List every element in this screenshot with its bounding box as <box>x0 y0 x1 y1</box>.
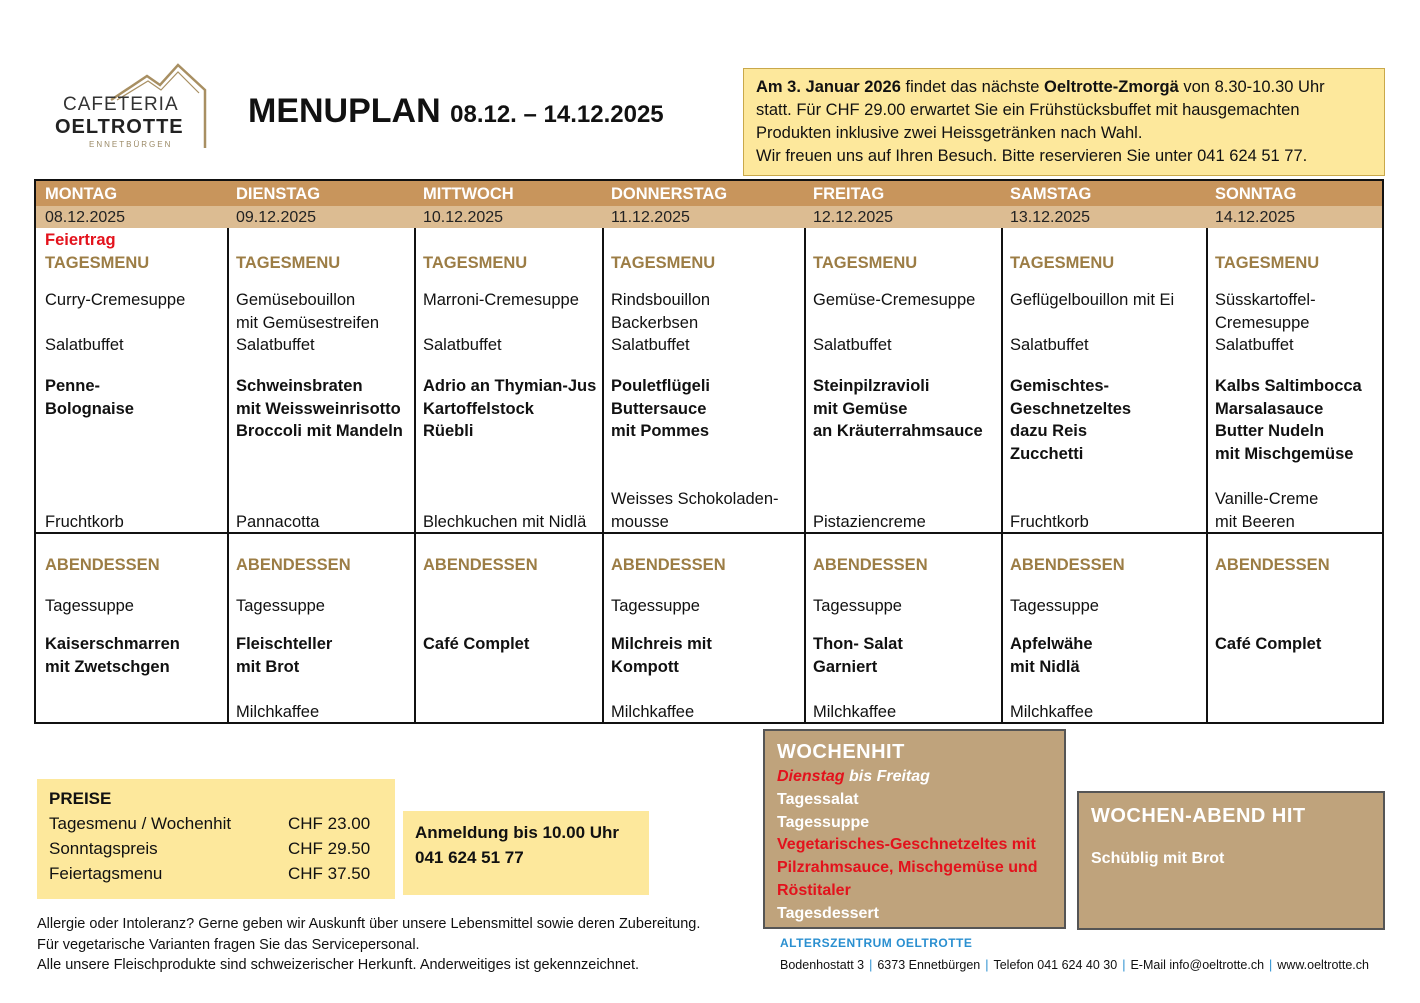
lunch-dessert: Vanille-Creme <box>1215 490 1319 509</box>
lunch-salad: Salatbuffet <box>611 336 690 354</box>
day-name: SONNTAG <box>1206 181 1382 206</box>
lunch-soup: Curry-Cremesuppe <box>45 291 186 309</box>
wochenhit-soup: Tagessuppe <box>777 813 870 831</box>
footer-city: 6373 Ennetbürgen <box>877 958 981 972</box>
lunch-section-label: TAGESMENU <box>45 254 150 272</box>
lunch-salad: Salatbuffet <box>1010 336 1089 354</box>
lunch-section-label: TAGESMENU <box>423 254 528 272</box>
info-event-name: Oeltrotte-Zmorgä <box>1044 78 1179 96</box>
dinner-drink: Milchkaffee <box>813 703 897 721</box>
wochenhit-days <box>777 766 1052 789</box>
price-row <box>49 811 383 836</box>
prices-box <box>37 779 395 899</box>
wochenhit-day-end: bis Freitag <box>844 768 930 785</box>
lunch-main-dish: an Kräuterrahmsauce <box>813 422 983 441</box>
lunch-soup: Rindsbouillon <box>611 291 711 309</box>
day-name: FREITAG <box>804 181 1001 206</box>
day-date: 11.12.2025 <box>602 206 804 228</box>
info-date: Am 3. Januar 2026 <box>756 78 901 96</box>
info-line-2: statt. Für CHF 29.00 erwartet Sie ein Frühstücksbuffet mit hausgemachten <box>756 101 1300 119</box>
price-row <box>49 836 383 861</box>
day-column-dienstag <box>227 181 416 722</box>
info-line-3: Produkten inklusive zwei Heissgetränken nach Wahl. <box>756 124 1143 142</box>
lunch-soup: Cremesuppe <box>1215 313 1310 332</box>
lunch-section-label: TAGESMENU <box>1215 254 1320 272</box>
logo-ennetbuergen-text: ENNETBÜRGEN <box>89 140 173 149</box>
lunch-salad: Salatbuffet <box>813 336 892 354</box>
info-time: von 8.30-10.30 Uhr <box>1178 78 1325 96</box>
day-name: MONTAG <box>36 181 227 206</box>
day-column-montag <box>36 181 229 722</box>
day-date: 14.12.2025 <box>1206 206 1382 228</box>
day-column-mittwoch <box>414 181 604 722</box>
allergy-line-1: Allergie oder Intoleranz? Gerne geben wir Auskunft über unsere Lebensmittel sowie deren Zubereitung. <box>37 916 701 932</box>
footer-separator: | <box>985 958 989 972</box>
dinner-section-label: ABENDESSEN <box>1010 556 1125 574</box>
dinner-section-label: ABENDESSEN <box>45 556 160 574</box>
allergy-line-2: Für vegetarische Varianten fragen Sie das Servicepersonal. <box>37 936 420 953</box>
day-date: 08.12.2025 <box>36 206 227 228</box>
lunch-main-dish: Marsalasauce <box>1215 399 1324 418</box>
dinner-section-label: ABENDESSEN <box>1215 556 1330 574</box>
footer-email[interactable]: E-Mail info@oeltrotte.ch <box>1130 958 1265 972</box>
price-value: CHF 29.50 <box>288 839 371 858</box>
lunch-main-dish: mit Weissweinrisotto <box>236 399 401 418</box>
prices-title: PREISE <box>49 789 112 808</box>
dinner-main-dish: Café Complet <box>423 635 530 653</box>
day-name: MITTWOCH <box>414 181 602 206</box>
day-column-sonntag <box>1206 181 1382 722</box>
dinner-main-dish: Kaiserschmarren <box>45 635 180 653</box>
day-name: DONNERSTAG <box>602 181 804 206</box>
lunch-soup: Gemüse-Cremesuppe <box>813 291 976 309</box>
footer-brand: ALTERSZENTRUM OELTROTTE <box>780 936 973 950</box>
dinner-main-dish: mit Brot <box>236 657 300 676</box>
registration-phone: 041 624 51 77 <box>415 848 524 867</box>
price-label: Feiertagsmenu <box>49 864 163 883</box>
dinner-main-dish: mit Nidlä <box>1010 657 1080 676</box>
dinner-main-dish: Garniert <box>813 657 878 676</box>
day-date: 12.12.2025 <box>804 206 1001 228</box>
day-name: DIENSTAG <box>227 181 414 206</box>
dinner-main-dish: Kompott <box>611 657 679 676</box>
lunch-main-dish: Gemischtes- <box>1010 377 1110 395</box>
footer-separator: | <box>1122 958 1126 972</box>
price-value: CHF 23.00 <box>288 814 371 833</box>
lunch-section-label: TAGESMENU <box>236 254 341 272</box>
wochenhit-dessert: Tagesdessert <box>777 904 879 922</box>
wochenhit-main-2: Pilzrahmsauce, Mischgemüse und <box>777 859 1038 877</box>
day-column-samstag <box>1001 181 1208 722</box>
dinner-main-dish: Apfelwähe <box>1010 635 1093 653</box>
dinner-soup: Tagessuppe <box>236 597 325 615</box>
day-date: 09.12.2025 <box>227 206 414 228</box>
price-value: CHF 37.50 <box>288 864 371 883</box>
lunch-dessert: mit Beeren <box>1215 513 1295 531</box>
dinner-main-dish: Milchreis mit <box>611 635 712 653</box>
dinner-main-dish: mit Zwetschgen <box>45 657 170 676</box>
lunch-main-dish: Adrio an Thymian-Jus <box>423 377 597 395</box>
lunch-soup: Backerbsen <box>611 313 699 332</box>
lunch-dessert: Weisses Schokoladen- <box>611 490 779 509</box>
lunch-main-dish: mit Pommes <box>611 422 710 441</box>
dinner-drink: Milchkaffee <box>1010 703 1094 721</box>
lunch-dessert: Fruchtkorb <box>1010 513 1089 531</box>
lunch-section-label: TAGESMENU <box>813 254 918 272</box>
day-column-donnerstag <box>602 181 806 722</box>
info-text-a: findet das nächste <box>900 78 1045 96</box>
day-name: SAMSTAG <box>1001 181 1206 206</box>
wochenhit-salad: Tagessalat <box>777 790 859 808</box>
wochenhit-box <box>763 729 1066 929</box>
menu-table <box>34 179 1384 724</box>
footer-separator: | <box>869 958 873 972</box>
abendhit-title: WOCHEN-ABEND HIT <box>1091 805 1306 827</box>
lunch-soup: Süsskartoffel- <box>1215 291 1316 309</box>
dinner-drink: Milchkaffee <box>611 703 695 721</box>
lunch-main-dish: Pouletflügeli <box>611 377 710 395</box>
lunch-main-dish: Zucchetti <box>1010 445 1084 464</box>
lunch-dessert: Blechkuchen mit Nidlä <box>423 513 587 531</box>
day-date: 13.12.2025 <box>1001 206 1206 228</box>
lunch-main-dish: Bolognaise <box>45 399 134 418</box>
dinner-main-dish: Thon- Salat <box>813 635 903 653</box>
allergy-notice <box>37 914 700 976</box>
wochenhit-main-1: Vegetarisches-Geschnetzeltes mit <box>777 836 1036 854</box>
lunch-main-dish: Steinpilzravioli <box>813 377 930 395</box>
lunch-soup: Gemüsebouillon <box>236 291 356 309</box>
price-label: Tagesmenu / Wochenhit <box>49 814 232 833</box>
lunch-dessert: mousse <box>611 513 669 531</box>
dinner-main-dish: Café Complet <box>1215 635 1322 653</box>
logo-oeltrotte-text: OELTROTTE <box>55 116 184 138</box>
registration-deadline: Anmeldung bis 10.00 Uhr <box>415 823 620 842</box>
wochen-abend-hit-box <box>1077 791 1385 930</box>
dinner-soup: Tagessuppe <box>1010 597 1099 615</box>
lunch-main-dish: dazu Reis <box>1010 422 1088 441</box>
dinner-section-label: ABENDESSEN <box>813 556 928 574</box>
price-row <box>49 861 383 886</box>
wochenhit-main-3: Röstitaler <box>777 881 851 899</box>
dinner-main-dish: Fleischteller <box>236 635 333 653</box>
cafeteria-logo <box>55 60 215 155</box>
dinner-soup: Tagessuppe <box>813 597 902 615</box>
footer-website[interactable]: www.oeltrotte.ch <box>1277 958 1369 972</box>
zmorga-info-box <box>743 68 1385 176</box>
lunch-main-dish: Penne- <box>45 377 101 395</box>
footer-phone: Telefon 041 624 40 30 <box>993 958 1118 972</box>
dinner-section-label: ABENDESSEN <box>423 556 538 574</box>
lunch-section-label: TAGESMENU <box>611 254 716 272</box>
title-main: MENUPLAN <box>248 92 441 130</box>
logo-cafeteria-text: CAFETERIA <box>63 94 179 115</box>
holiday-label: Feiertrag <box>45 231 116 249</box>
wochenhit-title: WOCHENHIT <box>777 741 905 763</box>
info-line-4: Wir freuen uns auf Ihren Besuch. Bitte reservieren Sie unter 041 624 51 77. <box>756 147 1308 165</box>
lunch-main-dish: Butter Nudeln <box>1215 422 1325 441</box>
footer-contact <box>780 958 1369 972</box>
lunch-dessert: Fruchtkorb <box>45 513 124 531</box>
day-column-freitag <box>804 181 1003 722</box>
lunch-main-dish: Schweinsbraten <box>236 377 363 395</box>
lunch-soup: Marroni-Cremesuppe <box>423 291 579 309</box>
lunch-salad: Salatbuffet <box>1215 336 1294 354</box>
registration-box <box>403 811 649 895</box>
abendhit-item: Schüblig mit Brot <box>1091 850 1225 867</box>
dinner-drink: Milchkaffee <box>236 703 320 721</box>
lunch-soup: Geflügelbouillon mit Ei <box>1010 291 1175 309</box>
lunch-main-dish: Broccoli mit Mandeln <box>236 422 403 441</box>
lunch-salad: Salatbuffet <box>423 336 502 354</box>
dinner-section-label: ABENDESSEN <box>611 556 726 574</box>
lunch-main-dish: Kalbs Saltimbocca <box>1215 377 1362 395</box>
lunch-section-label: TAGESMENU <box>1010 254 1115 272</box>
footer-separator: | <box>1269 958 1273 972</box>
dinner-soup: Tagessuppe <box>45 597 134 615</box>
title-dates: 08.12. – 14.12.2025 <box>450 101 664 128</box>
lunch-main-dish: mit Gemüse <box>813 399 908 418</box>
dinner-section-label: ABENDESSEN <box>236 556 351 574</box>
lunch-dessert: Pistaziencreme <box>813 513 926 531</box>
lunch-soup: mit Gemüsestreifen <box>236 313 380 332</box>
wochenhit-day-start: Dienstag <box>777 768 845 785</box>
dinner-soup: Tagessuppe <box>611 597 700 615</box>
lunch-salad: Salatbuffet <box>236 336 315 354</box>
lunch-main-dish: Kartoffelstock <box>423 399 534 418</box>
lunch-salad: Salatbuffet <box>45 336 124 354</box>
lunch-main-dish: Rüebli <box>423 422 474 441</box>
lunch-main-dish: Buttersauce <box>611 399 707 418</box>
footer-address: Bodenhostatt 3 <box>780 958 865 972</box>
info-line-1 <box>756 76 1372 99</box>
day-date: 10.12.2025 <box>414 206 602 228</box>
page-title <box>248 92 664 131</box>
allergy-line-3: Alle unsere Fleischprodukte sind schweizerischer Herkunft. Anderweitiges ist gekennzeichnet. <box>37 957 640 973</box>
lunch-main-dish: Geschnetzeltes <box>1010 399 1132 418</box>
lunch-dessert: Pannacotta <box>236 513 320 531</box>
lunch-main-dish: mit Mischgemüse <box>1215 445 1354 464</box>
price-label: Sonntagspreis <box>49 839 158 858</box>
